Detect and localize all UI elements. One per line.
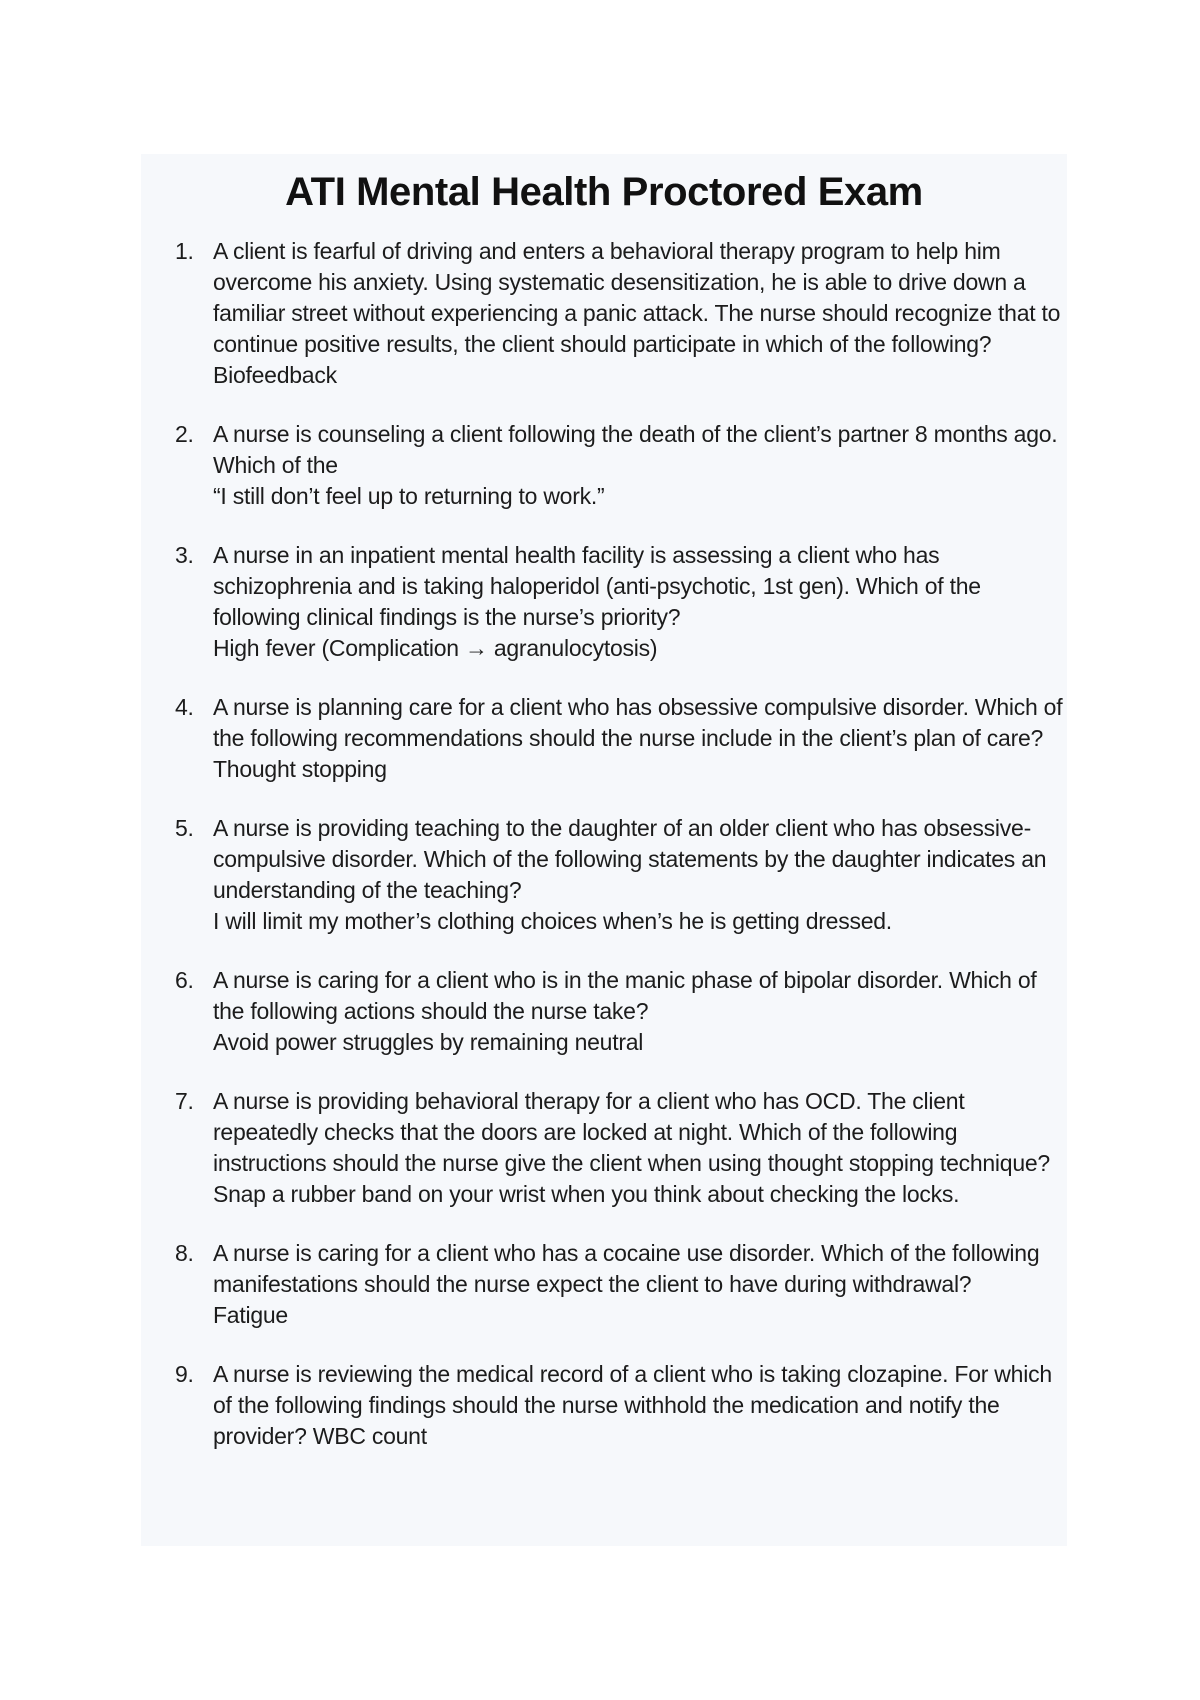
question-number: 1. <box>175 238 194 264</box>
question-answer: I will limit my mother’s clothing choices when’s he is getting dressed. <box>213 908 892 934</box>
question-item <box>175 1359 1067 1452</box>
question-answer: High fever (Complication → agranulocytosis) <box>213 635 658 661</box>
question-item <box>175 965 1067 1058</box>
question-text: A nurse is counseling a client following the death of the client’s partner 8 months ago. Which of the <box>213 421 1058 478</box>
question-text: A nurse is caring for a client who has a cocaine use disorder. Which of the following manifestations should the nurse expect the client to have during withdrawal? <box>213 1240 1040 1297</box>
question-answer: Thought stopping <box>213 756 387 782</box>
question-text: A client is fearful of driving and enters a behavioral therapy program to help him overcome his anxiety. Using systematic desensitization, he is able to drive down a familiar street without experiencing a panic attack. The nurse should recognize that to continue positive results, the client should participate in which of the following? <box>213 238 1061 357</box>
question-item <box>175 1238 1067 1331</box>
question-text: A nurse is providing behavioral therapy for a client who has OCD. The client repeatedly checks that the doors are locked at night. Which of the following instructions should the nurse give the client when using thought stopping technique? <box>213 1088 1050 1176</box>
question-number: 8. <box>175 1240 194 1266</box>
question-text: A nurse in an inpatient mental health facility is assessing a client who has schizophrenia and is taking haloperidol (anti-psychotic, 1st gen). Which of the following clinical findings is the nurse’s priority? <box>213 542 981 630</box>
question-text: A nurse is providing teaching to the daughter of an older client who has obsessive-compulsive disorder. Which of the following statements by the daughter indicates an understanding of the teaching? <box>213 815 1047 903</box>
question-number: 3. <box>175 542 194 568</box>
question-answer: Fatigue <box>213 1302 288 1328</box>
question-item <box>175 419 1067 512</box>
question-number: 7. <box>175 1088 194 1114</box>
question-text: A nurse is caring for a client who is in the manic phase of bipolar disorder. Which of the following actions should the nurse take? <box>213 967 1037 1024</box>
question-answer: “I still don’t feel up to returning to work.” <box>213 483 605 509</box>
question-number: 5. <box>175 815 194 841</box>
question-text: A nurse is reviewing the medical record of a client who is taking clozapine. For which of the following findings should the nurse withhold the medication and notify the provider? <box>213 1361 1052 1449</box>
question-answer: WBC count <box>312 1423 427 1449</box>
question-item <box>175 540 1067 664</box>
question-number: 6. <box>175 967 194 993</box>
question-number: 4. <box>175 694 194 720</box>
question-item <box>175 1086 1067 1210</box>
question-answer: Snap a rubber band on your wrist when you think about checking the locks. <box>213 1181 960 1207</box>
question-text: A nurse is planning care for a client who has obsessive compulsive disorder. Which of the following recommendations should the nurse include in the client’s plan of care? <box>213 694 1063 751</box>
question-item <box>175 813 1067 937</box>
question-answer: Biofeedback <box>213 362 337 388</box>
question-list <box>175 236 1067 1452</box>
question-item <box>175 692 1067 785</box>
question-number: 9. <box>175 1361 194 1387</box>
question-number: 2. <box>175 421 194 447</box>
question-item <box>175 236 1067 391</box>
question-answer: Avoid power struggles by remaining neutral <box>213 1029 644 1055</box>
document-title: ATI Mental Health Proctored Exam <box>285 170 923 214</box>
